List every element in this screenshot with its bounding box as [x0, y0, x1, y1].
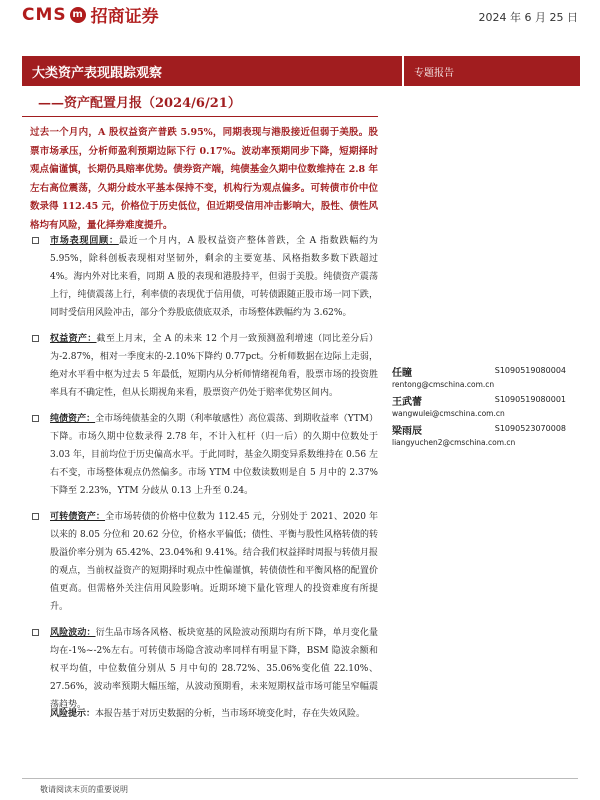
bullet-square-icon — [32, 335, 39, 342]
bullet-keyword: 可转债资产： — [50, 512, 106, 522]
analyst-panel — [392, 364, 580, 451]
report-title: 大类资产表现跟踪观察 — [32, 66, 163, 81]
footer-divider — [22, 778, 578, 779]
bullet-item — [30, 232, 378, 322]
analyst-license-id: S1090519080004 — [494, 366, 566, 375]
bullet-list — [30, 232, 378, 714]
bullet-square-icon — [32, 513, 39, 520]
bullet-keyword: 市场表现回顾： — [50, 236, 119, 246]
logo-latin: CMS — [22, 4, 67, 25]
summary-paragraph: 过去一个月内，A 股权益资产普跌 5.95%，同期表现与港股接近但弱于美股。股票市场承压，分析师盈利预期边际下行 0.17%。波动率预期同步下降，短期择时观点偏谨慎，长期仍具赔率优势。债券资产端，纯债基金久期中位数维持在 2.8 年左右高位震荡，久期分歧水平基本保持不变，机构行为观点偏多。可转债市价中位数录得 112.45 元，价格位于历史低位，但近期受信用冲击影响大，股性、债性风格均有风险，量化择券难度提升。 — [30, 127, 378, 231]
bullet-keyword: 风险波动： — [50, 628, 96, 638]
analyst-card — [392, 393, 580, 418]
bullet-item — [30, 508, 378, 616]
logo-mark-icon: m — [70, 7, 86, 23]
brand-logo — [22, 2, 159, 27]
analyst-license-id: S1090523070008 — [494, 424, 566, 433]
bullet-text: 全市场纯债基金的久期（利率敏感性）高位震荡、到期收益率（YTM）下降。市场久期中位数录得 2.78 年，不计入杠杆（归一后）的久期中位数处于 3.03 年，目前均位于历史偏高水平。于此同时，基金久期变异系数维持在 0.56 左右不变，市场整体观点仍然偏多。市场 YTM 中位数读数则是自 5 月中的 2.37%下降至 2.23%，YTM 分歧从 0.13 上升至 0.24。 — [50, 414, 378, 496]
logo-chinese: 招商证券 — [90, 7, 159, 27]
bullet-square-icon — [32, 415, 39, 422]
page-header — [0, 0, 600, 38]
bullet-text: 衍生品市场各风格、板块宽基的风险波动预期均有所下降，单月变化量均在-1%~-2%左右。可转债市场隐含波动率同样有明显下降，BSM 隐波余额和权平均值，中位数值分别从 5 月中旬的 28.72%、35.06%变化值 22.10%、27.56%，波动率预期大幅压缩，从波动预期看，未来短期权益市场可能呈窄幅震荡趋势。 — [50, 628, 378, 710]
bullet-text: 截至上月末，全 A 的未来 12 个月一致预测盈利增速（同比差分后）为-2.87%，相对一季度末的-2.10%下降约 0.77pct。分析师数据在边际上走弱，绝对水平看中枢为过去 5 年最低，短期内从分析师情绪视角看，股票市场的投资胜率具有不确定性，但从长期视角来看，股票资产仍处于赔率优势区间内。 — [50, 334, 378, 398]
report-subtitle: ——资产配置月报（2024/6/21） — [38, 96, 241, 111]
bullet-square-icon — [32, 629, 39, 636]
bullet-keyword: 权益资产： — [50, 334, 97, 344]
analyst-card — [392, 422, 580, 447]
footer-notice: 敬请阅读末页的重要说明 — [40, 785, 128, 794]
analyst-email[interactable]: liangyuchen2@cmschina.com.cn — [392, 438, 516, 447]
bullet-item — [30, 410, 378, 500]
analyst-card — [392, 364, 580, 389]
analyst-license-id: S1090519080001 — [494, 395, 566, 404]
analyst-name: 王武蕾 — [392, 397, 422, 408]
bullet-item — [30, 624, 378, 714]
bullet-square-icon — [32, 237, 39, 244]
analyst-email[interactable]: wangwulei@cmschina.com.cn — [392, 409, 505, 418]
bullet-text: 最近一个月内，A 股权益资产整体普跌，全 A 指数跌幅约为 5.95%，除科创板表现相对坚韧外，剩余的主要宽基、风格指数多数下跌超过 4%。海内外对比来看，同期 A 股的表现和港股持平，但弱于美股。纯债资产震荡上行，纯债震荡上行，利率债的表现优于信用债，可转债跟随正股市场一同下跌，同时受信用风险冲击，部分个券股底债底双杀，市场整体跌幅约为 3.62%。 — [50, 236, 378, 318]
risk-text: 本报告基于对历史数据的分析，当市场环境变化时，存在失效风险。 — [95, 709, 366, 719]
report-date: 2024 年 6 月 25 日 — [478, 11, 578, 24]
subtitle-divider — [22, 116, 378, 117]
report-type-tag: 专题报告 — [414, 68, 454, 79]
title-band — [22, 56, 580, 86]
band-divider — [402, 56, 404, 86]
bullet-item — [30, 330, 378, 402]
analyst-name: 任瞳 — [392, 368, 412, 379]
page-footer — [22, 770, 578, 800]
risk-keyword: 风险提示： — [50, 709, 96, 719]
bullet-text: 全市场转债的价格中位数为 112.45 元，分别处于 2021、2020 年以来的 8.05 分位和 20.62 分位，价格水平偏低；债性、平衡与股性风格转债的转股溢价率分别为 65.42%、23.04%和 9.41%。结合我们权益择时周报与转债月报的观点，当前权益资产的短期择时观点中性偏谨慎，转债债性和平衡风格的配置价值更高。但需格外关注信用风险影响。近期环境下量化管理人的投资难度有所提升。 — [50, 512, 378, 612]
bullet-keyword: 纯债资产： — [50, 414, 96, 424]
analyst-email[interactable]: rentong@cmschina.com.cn — [392, 380, 495, 389]
analyst-name: 梁雨辰 — [392, 426, 422, 437]
risk-disclaimer — [50, 705, 378, 723]
